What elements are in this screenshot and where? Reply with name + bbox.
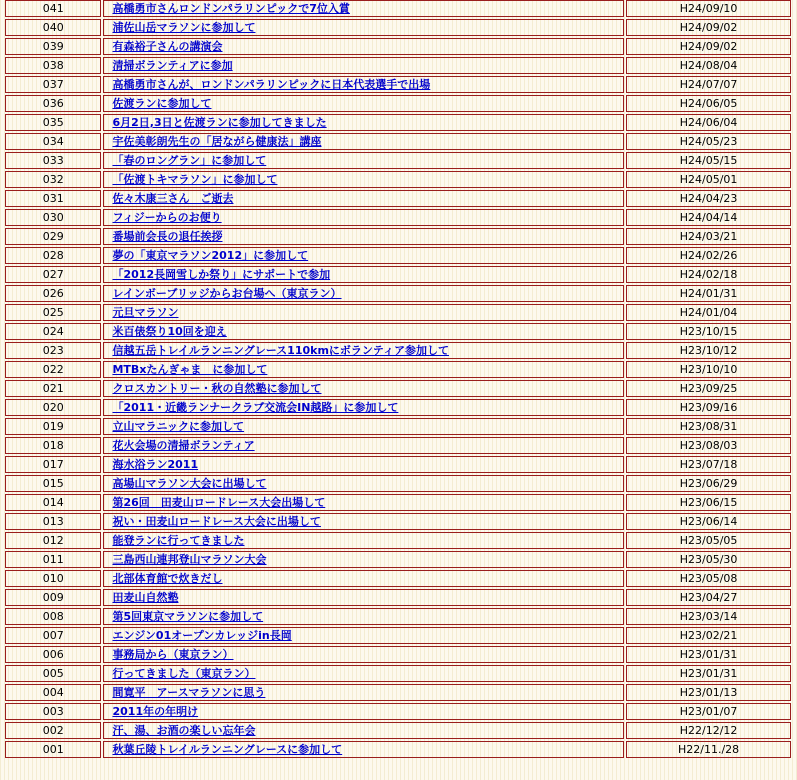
entry-title-link[interactable]: 間寛平 アースマラソンに思う (112, 686, 266, 699)
entry-date: H24/04/14 (626, 209, 791, 226)
table-row (5, 513, 791, 530)
entry-number: 021 (5, 380, 101, 397)
entry-title-cell (103, 342, 624, 359)
entry-title-link[interactable]: 清掃ボランティアに参加 (112, 59, 233, 72)
entry-title-cell (103, 95, 624, 112)
entry-number: 014 (5, 494, 101, 511)
table-row (5, 133, 791, 150)
entry-number: 002 (5, 722, 101, 739)
entry-date: H23/03/14 (626, 608, 791, 625)
entry-date: H24/02/18 (626, 266, 791, 283)
entry-title-link[interactable]: 事務局から（東京ラン） (112, 648, 234, 661)
entry-title-link[interactable]: 元旦マラソン (112, 306, 179, 319)
entry-date: H24/01/04 (626, 304, 791, 321)
entry-date: H24/05/23 (626, 133, 791, 150)
table-row (5, 399, 791, 416)
table-row (5, 722, 791, 739)
entry-number: 033 (5, 152, 101, 169)
entry-title-cell (103, 627, 624, 644)
entry-title-link[interactable]: エンジン01オープンカレッジin長岡 (112, 629, 292, 642)
entry-title-cell (103, 0, 624, 17)
entry-title-cell (103, 380, 624, 397)
entry-title-cell (103, 589, 624, 606)
entry-number: 015 (5, 475, 101, 492)
entry-date: H24/09/02 (626, 19, 791, 36)
entry-date: H24/03/21 (626, 228, 791, 245)
entry-title-link[interactable]: 夢の「東京マラソン2012」に参加して (112, 249, 309, 262)
entry-number: 012 (5, 532, 101, 549)
entry-date: H23/06/15 (626, 494, 791, 511)
table-row (5, 19, 791, 36)
entry-title-link[interactable]: 「2012長岡雪しか祭り」にサポートで参加 (112, 268, 331, 281)
entry-date: H23/10/15 (626, 323, 791, 340)
entry-title-cell (103, 722, 624, 739)
table-row (5, 627, 791, 644)
entry-title-cell (103, 76, 624, 93)
entry-title-link[interactable]: 佐々木康三さん ご逝去 (112, 192, 234, 205)
entry-title-link[interactable]: 有森裕子さんの講演会 (112, 40, 223, 53)
table-row (5, 285, 791, 302)
table-row (5, 0, 791, 17)
entry-number: 039 (5, 38, 101, 55)
entry-number: 026 (5, 285, 101, 302)
entry-number: 003 (5, 703, 101, 720)
entry-number: 001 (5, 741, 101, 758)
entry-title-cell (103, 570, 624, 587)
entry-title-link[interactable]: 2011年の年明け (112, 705, 199, 718)
entry-title-link[interactable]: 米百俵祭り10回を迎え (112, 325, 227, 338)
table-row (5, 418, 791, 435)
entry-title-cell (103, 475, 624, 492)
entry-number: 020 (5, 399, 101, 416)
entry-title-link[interactable]: MTBxたんぎゃま に参加して (112, 363, 268, 376)
entry-title-cell (103, 703, 624, 720)
entry-number: 025 (5, 304, 101, 321)
entry-date: H24/07/07 (626, 76, 791, 93)
entry-title-link[interactable]: 立山マラニックに参加して (112, 420, 245, 433)
entry-title-link[interactable]: 信越五岳トレイルランニングレース110kmにボランティア参加して (112, 344, 450, 357)
entry-number: 007 (5, 627, 101, 644)
entry-title-link[interactable]: 能登ランに行ってきました (112, 534, 245, 547)
entry-title-cell (103, 38, 624, 55)
entry-number: 036 (5, 95, 101, 112)
entry-title-cell (103, 285, 624, 302)
entry-title-link[interactable]: 「佐渡トキマラソン」に参加して (112, 173, 278, 186)
entry-date: H23/01/31 (626, 646, 791, 663)
table-row (5, 646, 791, 663)
entry-title-cell (103, 684, 624, 701)
entry-title-link[interactable]: 田麦山自然塾 (112, 591, 179, 604)
entry-number: 008 (5, 608, 101, 625)
entry-title-cell (103, 209, 624, 226)
table-row (5, 532, 791, 549)
entry-title-cell (103, 266, 624, 283)
entry-title-link[interactable]: 花火会場の清掃ボランティア (112, 439, 255, 452)
entry-title-link[interactable]: 6月2日,3日と佐渡ランに参加してきました (112, 116, 327, 129)
entry-number: 010 (5, 570, 101, 587)
table-row (5, 171, 791, 188)
entry-number: 018 (5, 437, 101, 454)
table-row (5, 361, 791, 378)
entry-title-cell (103, 456, 624, 473)
entry-date: H24/02/26 (626, 247, 791, 264)
entry-date: H24/09/10 (626, 0, 791, 17)
entry-number: 032 (5, 171, 101, 188)
entry-number: 019 (5, 418, 101, 435)
table-row (5, 380, 791, 397)
entry-number: 037 (5, 76, 101, 93)
entry-date: H23/08/03 (626, 437, 791, 454)
entry-title-cell (103, 665, 624, 682)
entry-date: H23/02/21 (626, 627, 791, 644)
table-row (5, 304, 791, 321)
entry-title-link[interactable]: 番場前会長の退任挨拶 (112, 230, 223, 243)
entry-title-cell (103, 247, 624, 264)
table-row (5, 684, 791, 701)
entry-date: H24/09/02 (626, 38, 791, 55)
entry-number: 004 (5, 684, 101, 701)
table-row (5, 608, 791, 625)
entry-date: H24/08/04 (626, 57, 791, 74)
entry-title-link[interactable]: 海水浴ラン2011 (112, 458, 199, 471)
entry-title-cell (103, 646, 624, 663)
entry-title-cell (103, 551, 624, 568)
entry-date: H24/06/04 (626, 114, 791, 131)
table-row (5, 551, 791, 568)
entry-date: H24/05/01 (626, 171, 791, 188)
entry-title-cell (103, 418, 624, 435)
entry-number: 024 (5, 323, 101, 340)
entry-title-cell (103, 608, 624, 625)
table-row (5, 665, 791, 682)
table-row (5, 323, 791, 340)
entry-number: 009 (5, 589, 101, 606)
table-row (5, 38, 791, 55)
entry-number: 011 (5, 551, 101, 568)
entry-number: 029 (5, 228, 101, 245)
entry-title-cell (103, 19, 624, 36)
entry-title-cell (103, 152, 624, 169)
table-row (5, 95, 791, 112)
table-row (5, 741, 791, 758)
entry-title-cell (103, 399, 624, 416)
entry-date: H23/01/07 (626, 703, 791, 720)
entry-title-cell (103, 361, 624, 378)
entry-title-cell (103, 228, 624, 245)
entry-number: 005 (5, 665, 101, 682)
entry-date: H23/05/05 (626, 532, 791, 549)
entry-date: H24/01/31 (626, 285, 791, 302)
entry-date: H23/09/16 (626, 399, 791, 416)
entry-number: 035 (5, 114, 101, 131)
table-row (5, 57, 791, 74)
entry-number: 017 (5, 456, 101, 473)
entry-title-cell (103, 171, 624, 188)
entry-date: H24/04/23 (626, 190, 791, 207)
entry-title-link[interactable]: 佐渡ランに参加して (112, 97, 212, 110)
table-row (5, 589, 791, 606)
entry-date: H24/06/05 (626, 95, 791, 112)
entry-title-link[interactable]: 汗、湯、お酒の楽しい忘年会 (112, 724, 256, 737)
entry-title-link[interactable]: 浦佐山岳マラソンに参加して (112, 21, 256, 34)
table-row (5, 475, 791, 492)
entry-title-link[interactable]: 第26回 田麦山ロードレース大会出場して (112, 496, 326, 509)
entry-date: H23/07/18 (626, 456, 791, 473)
table-row (5, 76, 791, 93)
entry-date: H23/10/12 (626, 342, 791, 359)
entry-title-link[interactable]: フィジーからのお便り (112, 211, 222, 224)
entry-title-link[interactable]: 高場山マラソン大会に出場して (112, 477, 267, 490)
entry-date: H23/01/31 (626, 665, 791, 682)
table-row (5, 342, 791, 359)
entry-date: H22/11./28 (626, 741, 791, 758)
entry-title-cell (103, 532, 624, 549)
entry-title-cell (103, 133, 624, 150)
entry-title-link[interactable]: 宇佐美彰朗先生の「居ながら健康法」講座 (112, 135, 322, 148)
entry-number: 023 (5, 342, 101, 359)
table-row (5, 456, 791, 473)
news-list-table (3, 0, 793, 760)
entry-title-cell (103, 190, 624, 207)
entry-date: H23/01/13 (626, 684, 791, 701)
entry-title-link[interactable]: 祝い・田麦山ロードレース大会に出場して (112, 515, 321, 528)
entry-title-cell (103, 57, 624, 74)
table-row (5, 247, 791, 264)
table-row (5, 570, 791, 587)
table-row (5, 114, 791, 131)
table-row (5, 228, 791, 245)
entry-title-cell (103, 323, 624, 340)
entry-title-cell (103, 304, 624, 321)
entry-number: 027 (5, 266, 101, 283)
entry-number: 006 (5, 646, 101, 663)
entry-title-link[interactable]: 第5回東京マラソンに参加して (112, 610, 264, 623)
table-row (5, 266, 791, 283)
table-row (5, 209, 791, 226)
table-row (5, 152, 791, 169)
entry-title-link[interactable]: 「2011・近畿ランナークラブ交流会IN越路」に参加して (112, 401, 399, 414)
entry-date: H23/08/31 (626, 418, 791, 435)
entry-number: 028 (5, 247, 101, 264)
entry-title-link[interactable]: レインボーブリッジからお台場へ（東京ラン） (112, 287, 342, 300)
entry-number: 013 (5, 513, 101, 530)
entry-number: 040 (5, 19, 101, 36)
table-row (5, 703, 791, 720)
entry-title-cell (103, 437, 624, 454)
entry-date: H24/05/15 (626, 152, 791, 169)
table-row (5, 494, 791, 511)
entry-number: 031 (5, 190, 101, 207)
entry-date: H23/09/25 (626, 380, 791, 397)
news-list-body (5, 0, 791, 758)
entry-number: 034 (5, 133, 101, 150)
entry-date: H23/10/10 (626, 361, 791, 378)
entry-number: 030 (5, 209, 101, 226)
entry-title-link[interactable]: 行ってきました（東京ラン） (112, 667, 256, 680)
entry-date: H23/06/29 (626, 475, 791, 492)
entry-title-link[interactable]: 秋葉丘陵トレイルランニングレースに参加して (112, 743, 343, 756)
entry-title-link[interactable]: 北部体育館で炊きだし (112, 572, 223, 585)
table-row (5, 437, 791, 454)
entry-number: 022 (5, 361, 101, 378)
entry-title-link[interactable]: クロスカントリー・秋の自然塾に参加して (112, 382, 322, 395)
entry-number: 041 (5, 0, 101, 17)
entry-date: H23/06/14 (626, 513, 791, 530)
entry-title-cell (103, 494, 624, 511)
entry-date: H23/04/27 (626, 589, 791, 606)
entry-date: H23/05/08 (626, 570, 791, 587)
entry-number: 038 (5, 57, 101, 74)
entry-title-cell (103, 114, 624, 131)
entry-date: H23/05/30 (626, 551, 791, 568)
entry-title-link[interactable]: 三島西山連邦登山マラソン大会 (112, 553, 267, 566)
entry-title-link[interactable]: 「春のロングラン」に参加して (112, 154, 267, 167)
entry-title-cell (103, 741, 624, 758)
entry-title-link[interactable]: 高橋勇市さんロンドンパラリンピックで7位入賞 (112, 2, 350, 15)
entry-date: H22/12/12 (626, 722, 791, 739)
table-row (5, 190, 791, 207)
entry-title-cell (103, 513, 624, 530)
entry-title-link[interactable]: 高橋勇市さんが、ロンドンパラリンピックに日本代表選手で出場 (112, 78, 431, 91)
